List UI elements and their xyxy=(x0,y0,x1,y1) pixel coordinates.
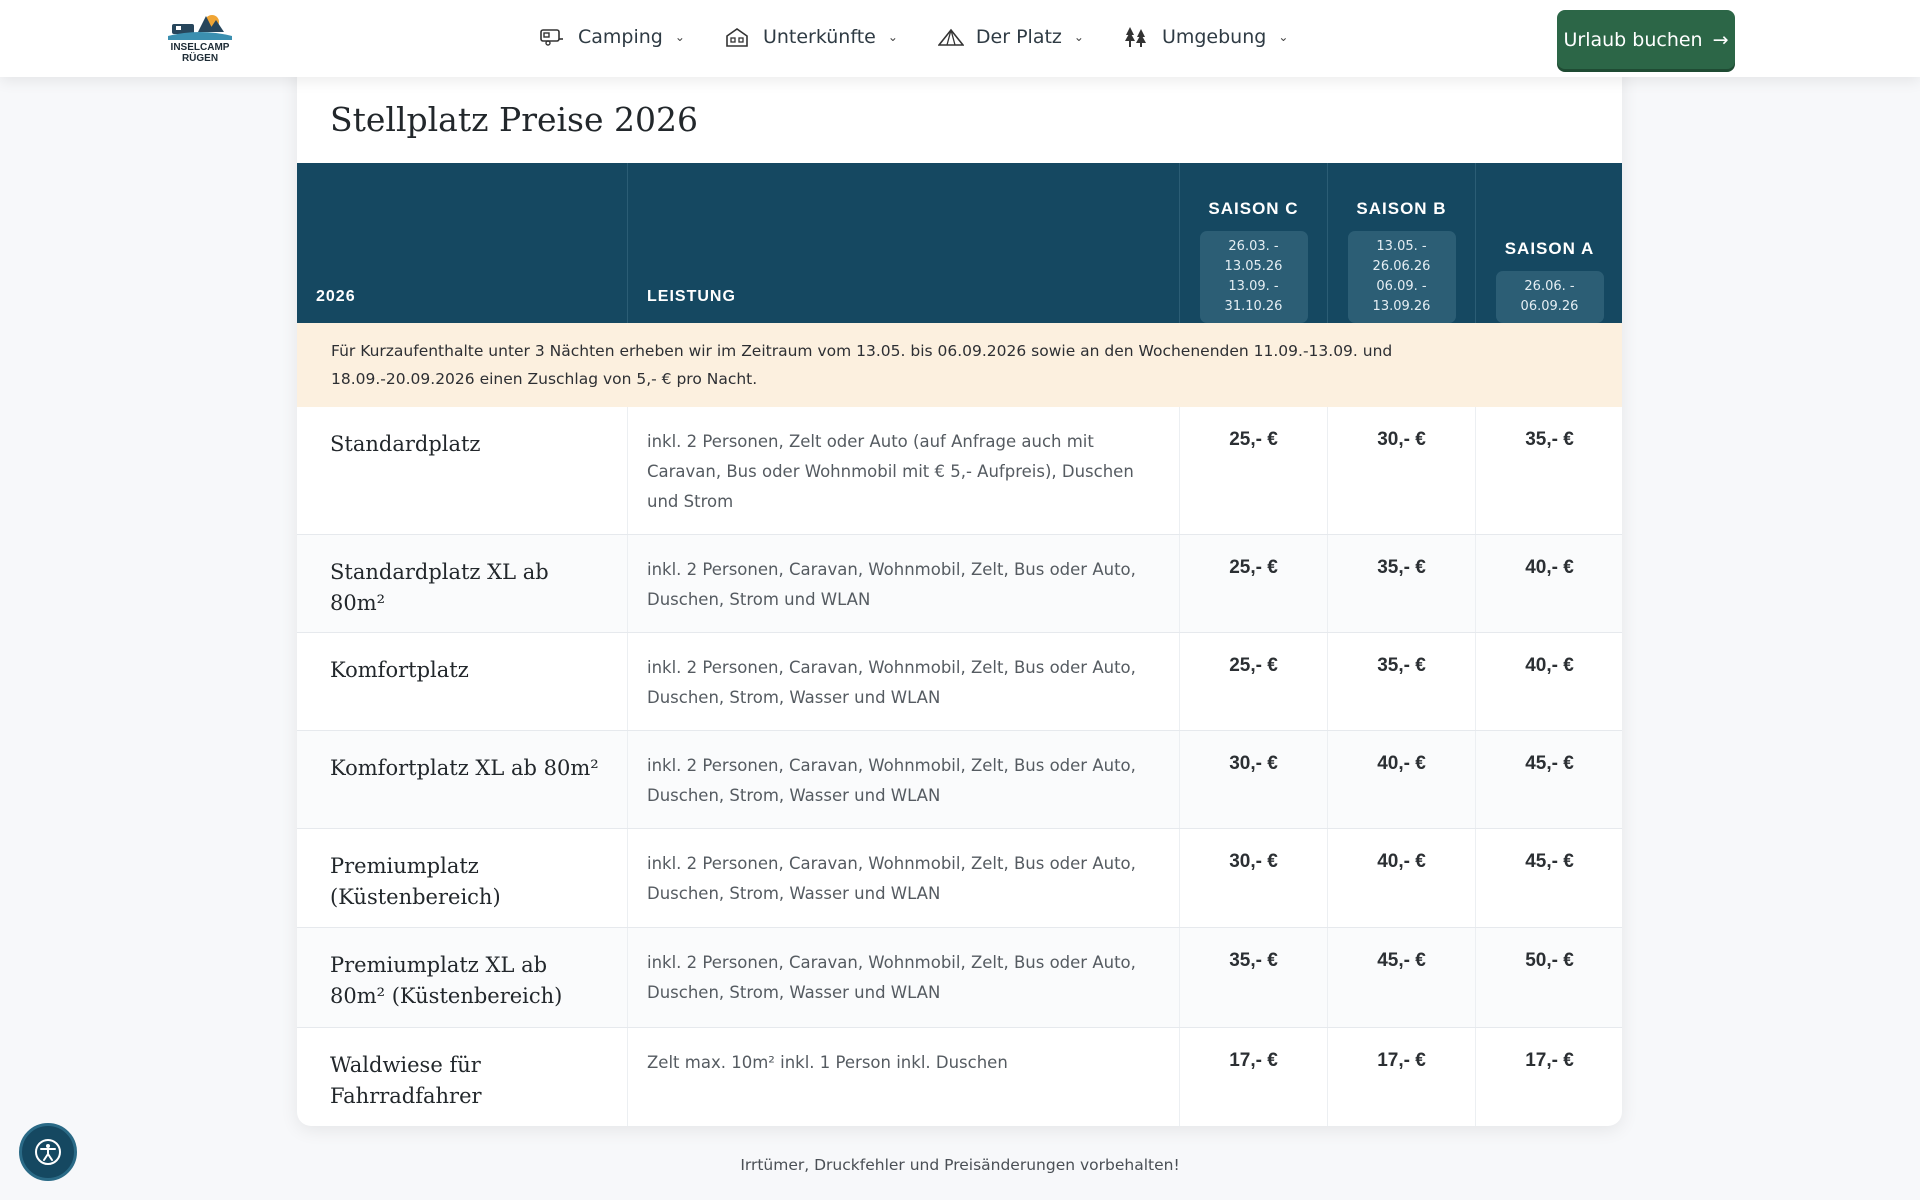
season-name: SAISON B xyxy=(1356,199,1447,218)
table-header-row xyxy=(297,163,1622,323)
accessibility-button[interactable] xyxy=(19,1123,77,1181)
arrow-right-icon: → xyxy=(1712,28,1729,51)
surcharge-notice-row xyxy=(297,323,1622,407)
season-dates: 26.06. - 06.09.26 xyxy=(1496,271,1604,323)
table-row xyxy=(297,407,1622,534)
table-row xyxy=(297,927,1622,1027)
house-icon xyxy=(725,26,751,48)
price-table xyxy=(297,163,1622,1126)
pitch-description: inkl. 2 Personen, Caravan, Wohnmobil, Zelt, Bus oder Auto, Duschen, Strom, Wasser und WLAN xyxy=(628,828,1180,927)
tent-icon xyxy=(938,26,964,48)
disclaimer-text: Irrtümer, Druckfehler und Preisänderungen vorbehalten! xyxy=(740,1156,1180,1174)
price-saison-a: 45,- € xyxy=(1476,828,1623,927)
book-button-label: Urlaub buchen xyxy=(1563,28,1703,51)
nav-label-umgebung: Umgebung xyxy=(1161,26,1267,48)
season-dates: 26.03. - 13.05.26 13.09. - 31.10.26 xyxy=(1200,231,1308,323)
column-header-service: LEISTUNG xyxy=(628,163,1180,323)
price-saison-a: 50,- € xyxy=(1476,927,1623,1027)
pitch-name: Premiumplatz (Küstenbereich) xyxy=(297,828,628,927)
logo-line-1: INSELCAMP xyxy=(170,42,230,53)
accessibility-icon xyxy=(34,1138,62,1166)
nav-label-unterkuenfte: Unterkünfte xyxy=(762,26,876,48)
trees-icon xyxy=(1124,26,1150,48)
price-saison-c: 17,- € xyxy=(1180,1027,1328,1126)
price-saison-b: 45,- € xyxy=(1328,927,1476,1027)
book-vacation-button[interactable] xyxy=(1557,10,1735,69)
price-saison-c: 25,- € xyxy=(1180,632,1328,730)
table-row xyxy=(297,828,1622,927)
table-row xyxy=(297,632,1622,730)
pitch-name: Standardplatz XL ab 80m² xyxy=(297,534,628,632)
chevron-down-icon: ⌄ xyxy=(1278,30,1289,44)
price-saison-c: 25,- € xyxy=(1180,407,1328,534)
price-saison-c: 30,- € xyxy=(1180,730,1328,828)
pitch-name: Waldwiese für Fahrradfahrer xyxy=(330,1052,482,1108)
pitch-description: Zelt max. 10m² inkl. 1 Person inkl. Duschen xyxy=(628,1027,1180,1126)
nav-label-camping: Camping xyxy=(578,26,663,48)
price-saison-b: 35,- € xyxy=(1328,632,1476,730)
price-saison-c: 25,- € xyxy=(1180,534,1328,632)
nav-item-der-platz[interactable] xyxy=(938,18,1084,56)
chevron-down-icon: ⌄ xyxy=(674,30,685,44)
column-header-saison-a xyxy=(1476,163,1623,323)
main-nav xyxy=(540,18,1328,56)
price-saison-b: 35,- € xyxy=(1328,534,1476,632)
site-header xyxy=(0,0,1920,77)
pitch-description: inkl. 2 Personen, Caravan, Wohnmobil, Zelt, Bus oder Auto, Duschen, Strom, Wasser und WLAN xyxy=(628,730,1180,828)
price-saison-a: 17,- € xyxy=(1476,1027,1623,1126)
column-header-saison-c xyxy=(1180,163,1328,323)
chevron-down-icon: ⌄ xyxy=(887,30,898,44)
price-saison-b: 30,- € xyxy=(1328,407,1476,534)
nav-item-unterkuenfte[interactable] xyxy=(725,18,898,56)
pitch-name: Komfortplatz XL ab 80m² xyxy=(297,730,628,828)
price-saison-b: 40,- € xyxy=(1328,730,1476,828)
pitch-name: Standardplatz xyxy=(297,407,628,534)
price-saison-c: 35,- € xyxy=(1180,927,1328,1027)
pitch-description: inkl. 2 Personen, Caravan, Wohnmobil, Zelt, Bus oder Auto, Duschen, Strom, Wasser und WLAN xyxy=(628,632,1180,730)
table-row xyxy=(297,730,1622,828)
price-saison-a: 40,- € xyxy=(1476,534,1623,632)
logo-text xyxy=(162,42,238,64)
table-row xyxy=(297,534,1622,632)
price-saison-b: 40,- € xyxy=(1328,828,1476,927)
nav-label-der-platz: Der Platz xyxy=(975,26,1062,48)
site-logo[interactable] xyxy=(162,10,238,68)
price-saison-b: 17,- € xyxy=(1328,1027,1476,1126)
nav-item-umgebung[interactable] xyxy=(1124,18,1288,56)
price-saison-a: 40,- € xyxy=(1476,632,1623,730)
pitch-description: inkl. 2 Personen, Caravan, Wohnmobil, Zelt, Bus oder Auto, Duschen, Strom und WLAN xyxy=(628,534,1180,632)
pitch-description: inkl. 2 Personen, Caravan, Wohnmobil, Zelt, Bus oder Auto, Duschen, Strom, Wasser und WLAN xyxy=(628,927,1180,1027)
surcharge-notice: Für Kurzaufenthalte unter 3 Nächten erheben wir im Zeitraum vom 13.05. bis 06.09.2026 sowie an den Wochenenden 11.09.-13.09. und 18.09.-20.09.2026 einen Zuschlag von 5,- € pro Nacht. xyxy=(297,323,1622,407)
pitch-name: Premiumplatz XL ab 80m² (Küstenbereich) xyxy=(297,927,628,1027)
chevron-down-icon: ⌄ xyxy=(1073,30,1084,44)
season-name: SAISON A xyxy=(1504,239,1595,258)
column-header-year: 2026 xyxy=(297,163,628,323)
page-title: Stellplatz Preise 2026 xyxy=(330,100,698,139)
column-header-saison-b xyxy=(1328,163,1476,323)
pitch-description: inkl. 2 Personen, Zelt oder Auto (auf Anfrage auch mit Caravan, Bus oder Wohnmobil mit € 5,- Aufpreis), Duschen und Strom xyxy=(628,407,1180,534)
season-name: SAISON C xyxy=(1208,199,1299,218)
price-saison-a: 45,- € xyxy=(1476,730,1623,828)
pitch-name: Komfortplatz xyxy=(297,632,628,730)
caravan-icon xyxy=(540,26,566,48)
logo-mark-icon xyxy=(168,10,232,40)
season-dates: 13.05. - 26.06.26 06.09. - 13.09.26 xyxy=(1348,231,1456,323)
price-saison-c: 30,- € xyxy=(1180,828,1328,927)
price-card xyxy=(297,60,1622,1126)
nav-item-camping[interactable] xyxy=(540,18,685,56)
logo-line-2: RÜGEN xyxy=(181,53,219,64)
price-saison-a: 35,- € xyxy=(1476,407,1623,534)
table-row xyxy=(297,1027,1622,1126)
